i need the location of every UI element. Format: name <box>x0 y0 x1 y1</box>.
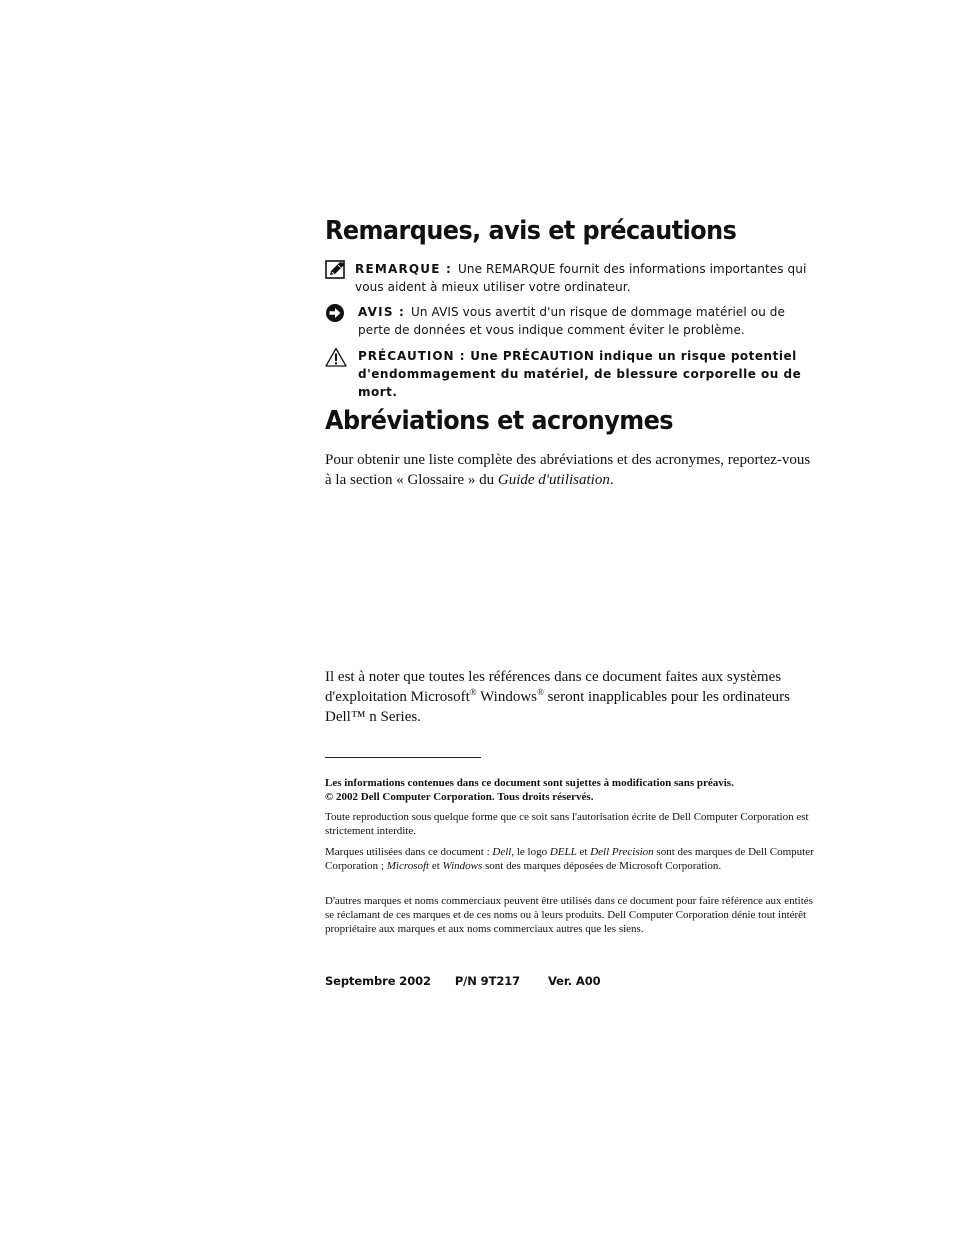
windows-note-paragraph <box>325 667 820 727</box>
legal-line-1: Les informations contenues dans ce document sont sujettes à modification sans préavis. <box>325 777 734 789</box>
trademarks-text: sont des marques déposées de Microsoft Corporation. <box>482 860 722 872</box>
legal-notice <box>325 776 820 804</box>
note-remarque <box>325 260 820 296</box>
trademark-microsoft: Microsoft <box>386 860 430 872</box>
copyright-line: © 2002 Dell Computer Corporation. Tous droits réservés. <box>325 791 594 803</box>
trademarks-notice <box>325 845 820 873</box>
guide-title: Guide d'utilisation <box>497 472 610 488</box>
arrow-circle-icon <box>325 303 347 323</box>
warning-triangle-icon <box>325 347 347 367</box>
document-footer <box>325 974 601 988</box>
trademark-windows: Windows <box>442 860 483 872</box>
note-precaution <box>325 347 820 401</box>
part-number: P/N 9T217 <box>454 974 521 988</box>
abbreviations-period: . <box>609 472 614 488</box>
abbreviations-paragraph <box>325 450 820 490</box>
reproduction-notice: Toute reproduction sous quelque forme que ce soit sans l'autorisation écrite de Dell Computer Corporation est strictement interdite. <box>325 811 809 837</box>
registered-mark: ® <box>536 687 544 697</box>
publication-date: Septembre 2002 <box>325 974 431 988</box>
note-avis-label: AVIS : <box>358 305 406 319</box>
other-trademarks-notice: D'autres marques et noms commerciaux peuvent être utilisés dans ce document pour faire référence aux entités se réclamant de ces marques et de ces noms ou à leurs produits. Dell Computer Corporation dénie tout intérêt propriétaire aux marques et aux noms commerciaux autres que les siens. <box>325 895 813 935</box>
note-remarque-text: Une REMARQUE fournit des informations importantes qui vous aident à mieux utiliser votre ordinateur. <box>355 262 807 294</box>
windows-note-part2: Windows <box>476 689 537 705</box>
note-avis <box>325 303 820 339</box>
abbreviations-text: Pour obtenir une liste complète des abréviations et des acronymes, reportez-vous à la section « Glossaire » du <box>325 452 811 488</box>
note-precaution-text: Une PRÉCAUTION indique un risque potentiel d'endommagement du matériel, de blessure corporelle ou de mort. <box>358 349 802 399</box>
windows-note-part1: Il est à noter que toutes les références dans ce document faites aux systèmes d'exploitation Microsoft <box>325 669 782 705</box>
section-title-remarques: Remarques, avis et précautions <box>325 216 737 246</box>
note-precaution-label: PRÉCAUTION : <box>358 349 466 363</box>
registered-mark: ® <box>469 687 477 697</box>
windows-note-part3: seront inapplicables pour les ordinateurs Dell™ n Series. <box>325 689 791 725</box>
trademarks-text: , le logo <box>511 846 550 858</box>
note-remarque-label: REMARQUE : <box>355 262 453 276</box>
version: Ver. A00 <box>547 974 601 988</box>
trademark-dell-logo: DELL <box>549 846 577 858</box>
pencil-note-icon <box>325 260 347 280</box>
divider-rule <box>325 757 481 758</box>
trademarks-text: Marques utilisées dans ce document : <box>325 846 493 858</box>
trademark-dell-precision: Dell Precision <box>590 846 654 858</box>
section-title-abreviations: Abréviations et acronymes <box>325 406 674 436</box>
trademark-dell: Dell <box>492 846 512 858</box>
trademarks-text: sont des marques de Dell Computer Corporation ; <box>325 846 814 872</box>
trademarks-text: et <box>429 860 443 872</box>
note-avis-text: Un AVIS vous avertit d'un risque de dommage matériel ou de perte de données et vous indique comment éviter le problème. <box>358 305 786 337</box>
trademarks-text: et <box>576 846 591 858</box>
